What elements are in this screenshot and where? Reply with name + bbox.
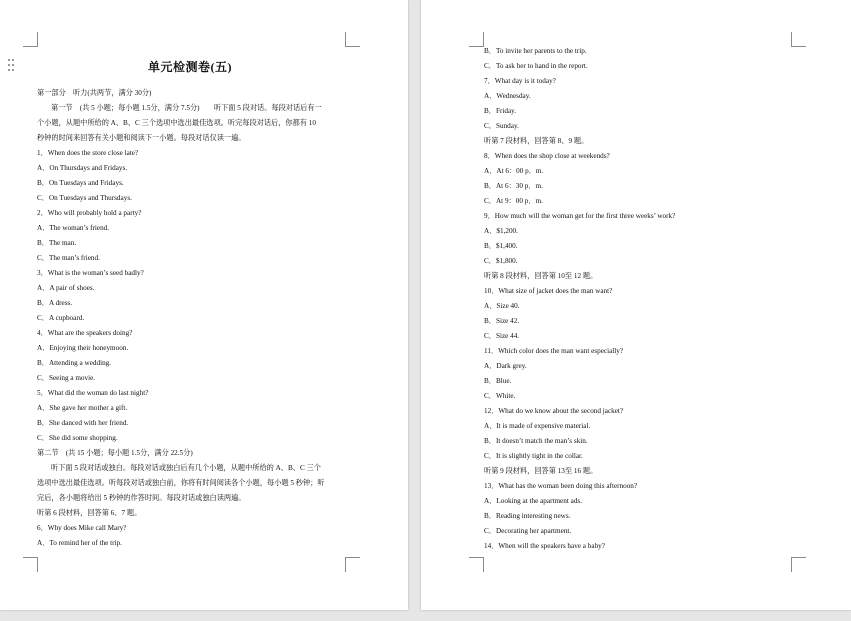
- margin-mark-bottom-right: [345, 557, 360, 572]
- document-page-left: [0, 0, 408, 610]
- text-line: A．To remind her of the trip.: [37, 539, 122, 547]
- text-line: C．The man’s friend.: [37, 254, 100, 262]
- text-line: 第二节 (共 15 小题；每小题 1.5分，满分 22.5分): [37, 449, 193, 457]
- text-line: C．Sunday.: [484, 122, 519, 130]
- text-line: C．It is slightly tight in the collar.: [484, 452, 583, 460]
- right-page-text: [484, 44, 675, 554]
- text-line: C．She did some shopping.: [37, 434, 118, 442]
- text-line: B．At 6：30 p．m.: [484, 182, 543, 190]
- text-line: A．It is made of expensive material.: [484, 422, 591, 430]
- text-line: 12．What do we know about the second jacket?: [484, 407, 624, 415]
- text-line: 秒钟的时间来回答有关小题和阅读下一小题。每段对话仅读一遍。: [37, 134, 246, 142]
- text-line: 听第 7 段材料，回答第 8、9 题。: [484, 137, 589, 145]
- text-line: 听第 6 段材料，回答第 6、7 题。: [37, 509, 142, 517]
- text-line: C．On Tuesdays and Thursdays.: [37, 194, 132, 202]
- text-line: 听下面 5 段对话或独白。每段对话或独白后有几个小题，从题中所给的 A、B、C 三个: [51, 464, 321, 472]
- text-line: C．Size 44.: [484, 332, 520, 340]
- text-line: 14．When will the speakers have a baby?: [484, 542, 605, 550]
- text-line: A．A pair of shoes.: [37, 284, 95, 292]
- text-line: B．It doesn’t match the man’s skin.: [484, 437, 588, 445]
- text-line: 2．Who will probably hold a party?: [37, 209, 142, 217]
- margin-mark-top-right: [345, 32, 360, 47]
- text-line: 个小题，从题中所给的 A、B、C 三个选项中选出最佳选项。听完每段对话后，你都有 10: [37, 119, 316, 127]
- text-line: B．Reading interesting news.: [484, 512, 571, 520]
- document-title: 单元检测卷(五): [148, 60, 232, 74]
- text-line: B．$1,400.: [484, 242, 518, 250]
- text-line: B．On Tuesdays and Fridays.: [37, 179, 124, 187]
- text-line: B．Blue.: [484, 377, 512, 385]
- text-line: C．To ask her to hand in the report.: [484, 62, 588, 70]
- text-line: A．The woman’s friend.: [37, 224, 110, 232]
- text-line: 第一节 (共 5 小题；每小题 1.5分，满分 7.5分) 听下面 5 段对话。每段对话后有一: [51, 104, 322, 112]
- text-line: A．On Thursdays and Fridays.: [37, 164, 128, 172]
- text-line: 完后，各小题将给出 5 秒钟的作答时间。每段对话或独白读两遍。: [37, 494, 246, 502]
- text-line: 1．When does the store close late?: [37, 149, 139, 157]
- text-line: 听第 9 段材料，回答第 13至 16 题。: [484, 467, 598, 475]
- text-line: A．Wednesday.: [484, 92, 531, 100]
- text-line: 听第 8 段材料，回答第 10至 12 题。: [484, 272, 598, 280]
- left-page-text: [37, 86, 325, 551]
- text-line: 13．What has the woman been doing this afternoon?: [484, 482, 638, 490]
- text-line: B．Attending a wedding.: [37, 359, 112, 367]
- text-line: 选项中选出最佳选项。听每段对话或独白前，你将有时间阅读各个小题，每小题 5 秒钟；听: [37, 479, 325, 487]
- text-line: A．She gave her mother a gift.: [37, 404, 128, 412]
- margin-mark-bottom-left: [23, 557, 38, 572]
- text-line: A．Dark grey.: [484, 362, 527, 370]
- text-line: B．Size 42.: [484, 317, 520, 325]
- margin-mark-top-right: [791, 32, 806, 47]
- text-line: A．At 6：00 p．m.: [484, 167, 544, 175]
- margin-mark-top-left: [469, 32, 484, 47]
- margin-mark-bottom-right: [791, 557, 806, 572]
- text-line: 4．What are the speakers doing?: [37, 329, 133, 337]
- text-line: C．$1,800.: [484, 257, 518, 265]
- text-line: 7．What day is it today?: [484, 77, 556, 85]
- text-line: A．Size 40.: [484, 302, 520, 310]
- text-line: C．Seeing a movie.: [37, 374, 96, 382]
- text-line: 8．When does the shop close at weekends?: [484, 152, 610, 160]
- text-line: 10．What size of jacket does the man want?: [484, 287, 613, 295]
- text-line: 3．What is the woman’s seed badly?: [37, 269, 144, 277]
- text-line: 9．How much will the woman get for the first three weeks’ work?: [484, 212, 676, 220]
- text-line: A．Looking at the apartment ads.: [484, 497, 583, 505]
- text-line: A．$1,200.: [484, 227, 518, 235]
- text-line: C．A cupboard.: [37, 314, 85, 322]
- text-line: B．Friday.: [484, 107, 517, 115]
- text-line: A．Enjoying their honeymoon.: [37, 344, 129, 352]
- text-line: 6．Why does Mike call Mary?: [37, 524, 127, 532]
- text-line: C．White.: [484, 392, 516, 400]
- margin-mark-top-left: [23, 32, 38, 47]
- text-line: B．The man.: [37, 239, 77, 247]
- text-line: C．At 9：00 p．m.: [484, 197, 543, 205]
- text-line: 11．Which color does the man want especially?: [484, 347, 624, 355]
- text-line: 5．What did the woman do last night?: [37, 389, 149, 397]
- text-line: B．To invite her parents to the trip.: [484, 47, 587, 55]
- text-line: B．A dress.: [37, 299, 73, 307]
- text-line: 第一部分 听力(共两节，满分 30分): [37, 89, 152, 97]
- text-line: C．Decorating her apartment.: [484, 527, 572, 535]
- margin-mark-bottom-left: [469, 557, 484, 572]
- text-line: B．She danced with her friend.: [37, 419, 129, 427]
